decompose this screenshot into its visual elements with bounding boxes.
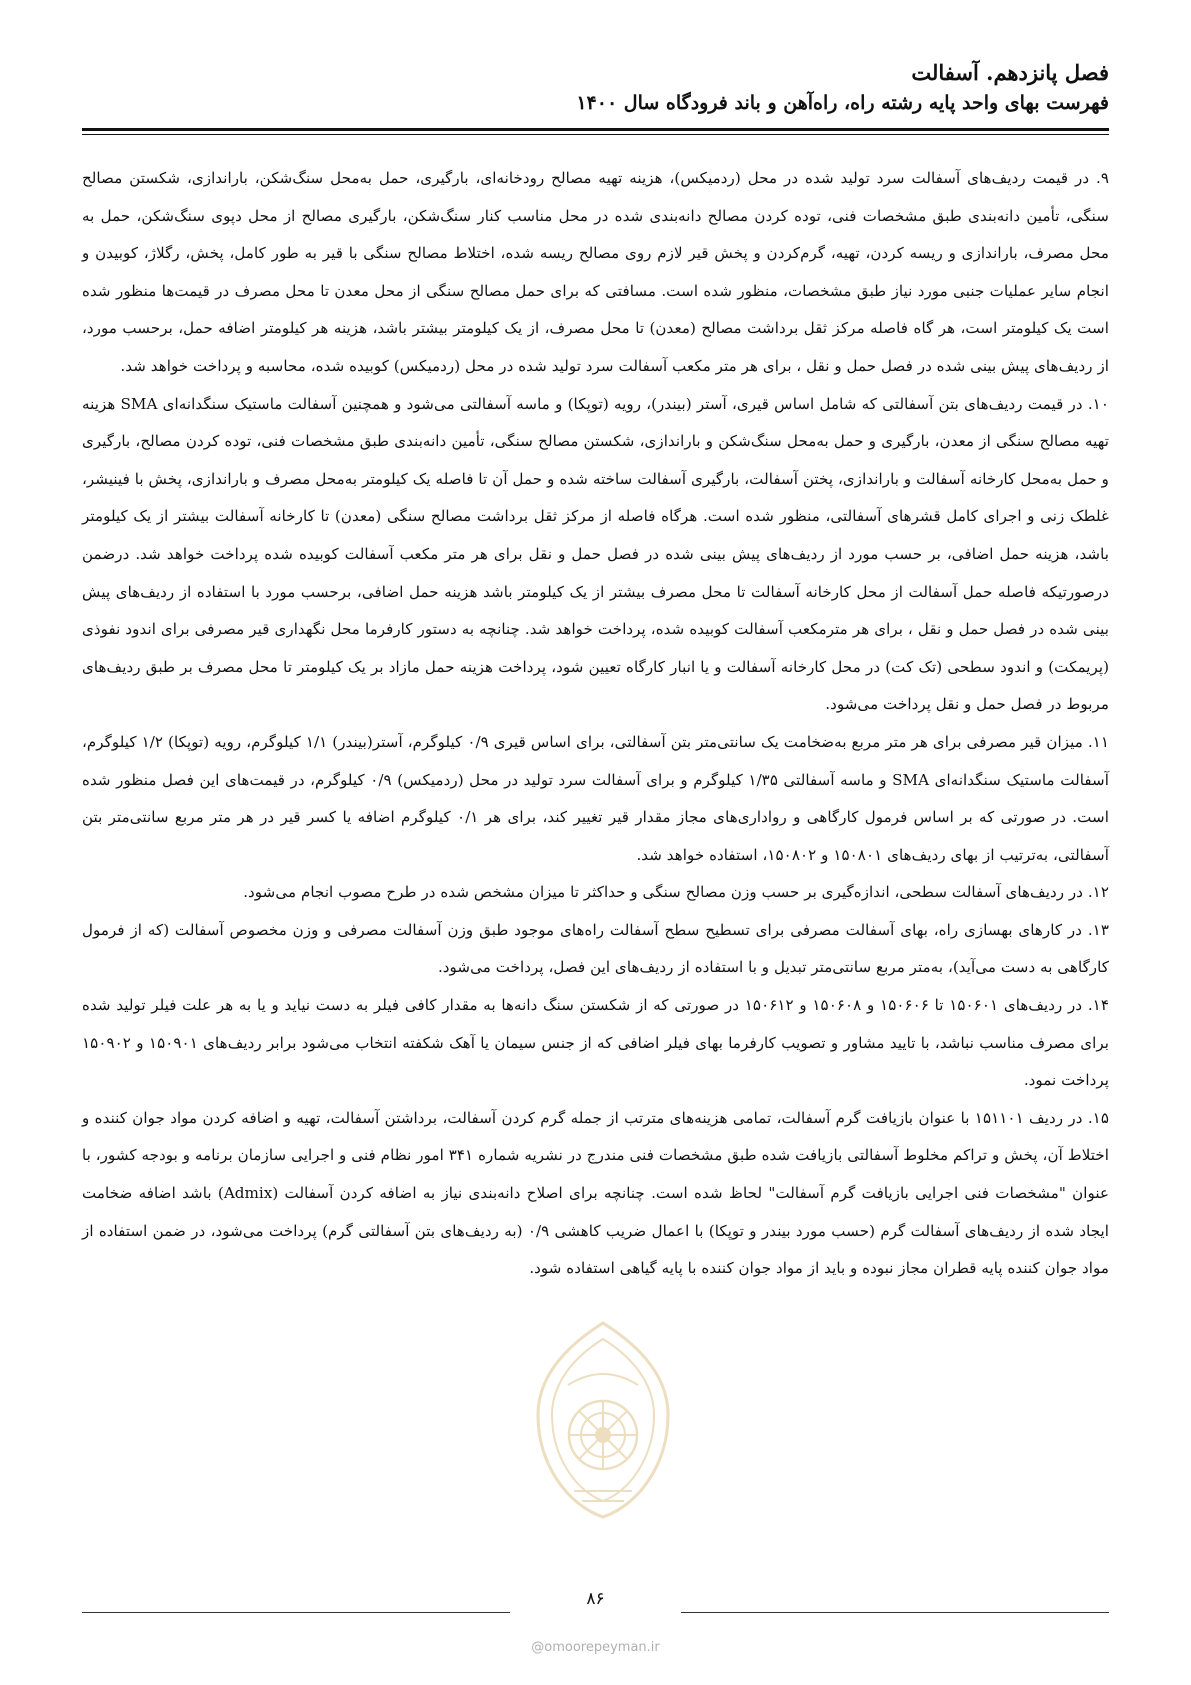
paragraph-9: ۹. در قیمت ردیف‌های آسفالت سرد تولید شده در محل (ردمیکس)، هزینه تهیه مصالح رودخانه‌ای، بارگیری، حمل به‌محل سنگ‌شکن، باراندازی، شکستن مصالح سنگی، تأمین دانه‌بندی طبق مشخصات فنی، توده کردن مصالح دانه‌بندی شده در محل مناسب کنار سنگ‌شکن، بارگیری مصالح از محل دپوی سنگ‌شکن، حمل به محل مصرف، باراندازی و ریسه کردن، تهیه، گرم‌کردن و پخش قیر لازم روی مصالح ریسه شده، اختلاط مصالح سنگی با قیر به طور کامل، پخش، رگلاژ، کوبیدن و انجام سایر عملیات جنبی مورد نیاز طبق مشخصات، منظور شده است. مسافتی که برای حمل مصالح سنگی از محل معدن تا محل مصرف در قیمت‌ها منظور شده است یک کیلومتر است، هر گاه فاصله مرکز ثقل برداشت مصالح (معدن) تا محل مصرف، از یک کیلومتر بیشتر باشد، هزینه هر کیلومتر اضافه حمل، برحسب مورد، از ردیف‌های پیش بینی شده در فصل حمل و نقل ، برای هر متر مکعب آسفالت سرد تولید شده در محل (ردمیکس) کوبیده شده، محاسبه و پرداخت خواهد شد. [82,169,1109,375]
page-header [82,58,1109,118]
website-watermark: @omoorepeyman.ir [531,1640,660,1655]
header-rule [82,128,1109,135]
price-list-title: فهرست بهای واحد پایه رشته راه، راه‌آهن و باند فرودگاه سال ۱۴۰۰ [576,92,1109,114]
paragraph-13: ۱۳. در کارهای بهسازی راه، بهای آسفالت مصرفی برای تسطیح سطح آسفالت راه‌های موجود طبق وزن آسفالت مصرفی و وزن مخصوص آسفالت (که از فرمول کارگاهی به دست می‌آید)، به‌متر مربع سانتی‌متر تبدیل و با استفاده از ردیف‌های این فصل، پرداخت می‌شود. [82,920,1109,977]
document-body [82,160,1109,1288]
paragraph-11: ۱۱. میزان قیر مصرفی برای هر متر مربع به‌ضخامت یک سانتی‌متر بتن آسفالتی، برای اساس قیری ۰/۹ کیلوگرم، آستر(بیندر) ۱/۱ کیلوگرم، رویه (توپکا) ۱/۲ کیلوگرم، آسفالت ماستیک سنگدانه‌ای SMA و ماسه آسفالتی ۱/۳۵ کیلوگرم و برای آسفالت سرد تولید در محل (ردمیکس) ۰/۹ کیلوگرم، در قیمت‌های این فصل منظور شده است. در صورتی که بر اساس فرمول کارگاهی و رواداری‌های مجاز مقدار قیر تغییر کند، برای هر ۰/۱ کیلوگرم اضافه یا کسر قیر در هر متر مربع سانتی‌متر بتن آسفالتی، به‌ترتیب از بهای ردیف‌های ۱۵۰۸۰۱ و ۱۵۰۸۰۲، استفاده خواهد شد. [82,732,1109,864]
paragraph-12: ۱۲. در ردیف‌های آسفالت سطحی، اندازه‌گیری بر حسب وزن مصالح سنگی و حداکثر تا میزان مشخص شده در طرح مصوب انجام می‌شود. [243,883,1109,902]
chapter-title: فصل پانزدهم. آسفالت [911,60,1109,85]
footer-rule-right [681,1612,1109,1613]
footer-rule-left [82,1612,510,1613]
paragraph-14: ۱۴. در ردیف‌های ۱۵۰۶۰۱ تا ۱۵۰۶۰۶ و ۱۵۰۶۰۸ و ۱۵۰۶۱۲ در صورتی که از شکستن سنگ دانه‌ها به مقدار کافی فیلر به دست نیاید و یا به هر علت فیلر تولید شده برای مصرف مناسب نباشد، با تایید مشاور و تصویب کارفرما بهای فیلر اضافی که از جنس سیمان یا آهک شکفته انتخاب می‌شود برابر ردیف‌های ۱۵۰۹۰۱ و ۱۵۰۹۰۲ پرداخت نمود. [82,996,1109,1090]
paragraph-15: ۱۵. در ردیف ۱۵۱۱۰۱ با عنوان بازیافت گرم آسفالت، تمامی هزینه‌های مترتب از جمله گرم کردن آسفالت، برداشتن آسفالت، تهیه و اضافه کردن مواد جوان کننده و اختلاط آن، پخش و تراکم مخلوط آسفالتی بازیافت شده طبق مشخصات فنی مندرج در نشریه شماره ۳۴۱ امور نظام فنی و اجرایی سازمان برنامه و بودجه کشور، با عنوان "مشخصات فنی اجرایی بازیافت گرم آسفالت" لحاظ شده است. چنانچه برای اصلاح دانه‌بندی نیاز به اضافه کردن آسفالت (Admix) باشد اضافه ضخامت ایجاد شده از ردیف‌های آسفالت گرم (حسب مورد بیندر و توپکا) با اعمال ضریب کاهشی ۰/۹ (به ردیف‌های بتن آسفالتی گرم) پرداخت می‌شود، در ضمن استفاده از مواد جوان کننده پایه قطران مجاز نبوده و باید از مواد جوان کننده با پایه گیاهی استفاده شود. [82,1108,1110,1278]
watermark-seal-icon [528,1315,678,1525]
paragraph-10: ۱۰. در قیمت ردیف‌های بتن آسفالتی که شامل اساس قیری، آستر (بیندر)، رویه (توپکا) و ماسه آسفالتی می‌شود و همچنین آسفالت ماستیک سنگدانه‌ای SMA هزینه تهیه مصالح سنگی از معدن، بارگیری و حمل به‌محل سنگ‌شکن و باراندازی، شکستن مصالح سنگی، تأمین دانه‌بندی طبق مشخصات فنی، توده کردن مصالح، بارگیری و حمل به‌محل کارخانه آسفالت و باراندازی، پختن آسفالت، بارگیری آسفالت ساخته شده و حمل آن تا فاصله یک کیلومتر به‌محل مصرف و باراندازی، پخش با فینیشر، غلطک زنی و اجرای کامل قشرهای آسفالتی، منظور شده است. هرگاه فاصله از مرکز ثقل برداشت مصالح سنگی (معدن) تا کارخانه آسفالت بیشتر از یک کیلومتر باشد، هزینه حمل اضافی، بر حسب مورد از ردیف‌های پیش بینی شده در فصل حمل و نقل برای هر متر مکعب آسفالت کوبیده شده پرداخت خواهد شد. درضمن درصورتیکه فاصله حمل آسفالت از محل کارخانه آسفالت تا محل مصرف بیشتر از یک کیلومتر باشد هزینه حمل اضافی، برحسب مورد با استفاده از ردیف‌های پیش بینی شده در فصل حمل و نقل ، برای هر مترمکعب آسفالت کوبیده شده، پرداخت خواهد شد. چنانچه به دستور کارفرما محل نگهداری قیر مصرفی برای اندود نفوذی (پریمکت) و اندود سطحی (تک کت) در محل کارخانه آسفالت و یا انبار کارگاه تعیین شود، پرداخت هزینه حمل مازاد بر یک کیلومتر تا محل مصرف بر طبق ردیف‌های مربوط در فصل حمل و نقل پرداخت می‌شود. [82,394,1109,714]
page-number: ۸۶ [586,1589,605,1609]
